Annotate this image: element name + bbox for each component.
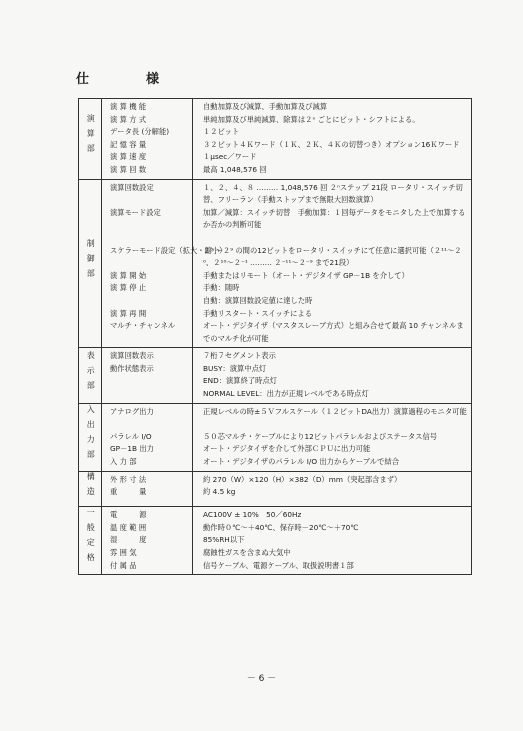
spec-item-label: 動作状態表示 <box>110 363 154 373</box>
spec-item-value: 正規レベルの時±５Ｖフルスケール（１２ビットDA出力）演算過程のモニタ可能 <box>203 406 467 416</box>
section-category-label: 一般定格 <box>86 508 96 569</box>
section-items <box>102 348 193 403</box>
spec-item-value: 約 270（W）×120（H）×382（D）mm（突起部含まず） <box>203 474 402 484</box>
section-items <box>102 99 193 180</box>
spec-item-value: 85%RH以下 <box>203 535 245 545</box>
spec-item-label: GP－1B 出力 <box>110 444 154 454</box>
spec-item-label: 雰 囲 気 <box>110 548 137 558</box>
section-category <box>79 471 102 507</box>
spec-item-value: 動作時０℃〜＋40℃、保存時－20℃〜＋70℃ <box>203 522 359 532</box>
spec-item-value: NORMAL LEVEL：出力が正規レベルである時点灯 <box>203 389 369 399</box>
spec-item-label: 演算回数表示 <box>110 351 154 361</box>
spec-item-value: END：演算終了時点灯 <box>203 376 278 386</box>
spec-item-label: 付 属 品 <box>110 560 137 570</box>
section-category <box>79 403 102 471</box>
spec-item-value: オート・デジタイザのパラレル I/O 出力からケーブルで結合 <box>203 457 399 467</box>
spec-item-value: 手動リスタート・スイッチによる <box>203 308 313 318</box>
spec-item-value: ５０芯マルチ・ケーブルにより12ビットパラレルおよびステータス信号 <box>203 431 438 441</box>
section-values <box>193 471 472 507</box>
spec-item-label <box>110 388 192 401</box>
spec-item-label: 演算回数設定 <box>110 182 154 192</box>
section-category-label: 演算部 <box>86 113 96 159</box>
section-category <box>79 99 102 180</box>
spec-item-label: 温 度 範 囲 <box>110 522 147 532</box>
spec-item-label: 入 力 部 <box>110 457 137 467</box>
spec-item-label: 演 算 停 止 <box>110 283 147 293</box>
section-category-label: 制御部 <box>86 238 96 284</box>
section-values <box>193 179 472 348</box>
section-values <box>193 99 472 180</box>
spec-item-label: 演 算 開 始 <box>110 270 147 280</box>
spec-section <box>79 179 472 348</box>
section-values <box>193 507 472 575</box>
spec-item-label: パラレル I/O <box>110 431 152 441</box>
section-category <box>79 507 102 575</box>
section-items <box>102 507 193 575</box>
spec-section <box>79 99 472 180</box>
spec-item-value: １、２、４、８ ……… 1,048,576 回 ２ⁿステップ 21段 ロータリ・スイッチ切替、フリーラン（手動ストップまで無限大回数演算） <box>203 182 463 205</box>
spec-item-label: 演 算 方 式 <box>110 114 147 124</box>
spec-item-value: 腐蝕性ガスを含まぬ大気中 <box>203 548 291 558</box>
spec-item-label: 記 憶 容 量 <box>110 139 147 149</box>
spec-item-value: オート・デジタイザを介して外部ＣＰＵに出力可能 <box>203 444 371 454</box>
spec-item-label: 湿 度 <box>110 535 147 545</box>
spec-item-label: マルチ・チャンネル <box>110 321 176 331</box>
section-category-label: 入出力部 <box>86 404 96 465</box>
spec-item-label: 演 算 回 数 <box>110 164 147 174</box>
spec-item-value: １μsec／ワード <box>203 152 257 162</box>
spec-item-value: 手動またはリモート（オート・デジタイザ GP－1B を介して） <box>203 270 409 280</box>
section-category-label: 表示部 <box>86 350 96 396</box>
section-category <box>79 348 102 403</box>
spec-item-value: 単純加算及び単純減算、除算は２ⁿ ごとにビット・シフトによる。 <box>203 114 420 124</box>
spec-item-value: ３２ビット４Ｋワード（１Ｋ、２Ｋ、４Ｋの切替つき）オプション16Ｋワード <box>203 139 460 149</box>
spec-item-label: 外 形 寸 法 <box>110 474 147 484</box>
spec-item-value: 最高 1,048,576 回 <box>203 164 267 174</box>
spec-item-value: 自動：演算回数設定値に達した時 <box>203 295 313 305</box>
spec-item-label: スケラーモード設定（拡大・縮小） <box>110 245 227 255</box>
spec-section <box>79 403 472 471</box>
spec-item-value: ７桁７セグメント表示 <box>203 351 276 361</box>
spec-item-label: 演 算 機 能 <box>110 102 147 111</box>
spec-item-label: データ長 (分解能) <box>110 127 170 137</box>
spec-section <box>79 348 472 403</box>
section-items <box>102 471 193 507</box>
spec-section <box>79 471 472 507</box>
section-items <box>102 403 193 471</box>
spec-item-value: １２ビット <box>203 127 240 137</box>
spec-item-value: 信号ケーブル、電源ケーブル、取扱説明書１部 <box>203 560 354 570</box>
page-title: 仕 様 <box>76 72 182 87</box>
spec-item-label: 重 量 <box>110 487 147 497</box>
spec-item-value: 手動：随時 <box>203 283 240 293</box>
spec-item-value: 加算／減算：スイッチ切替 手動加算：１回毎データをモニタした上で加算するか否かの判断可能 <box>203 207 466 230</box>
section-values <box>193 348 472 403</box>
spec-item-value: BUSY：演算中点灯 <box>203 363 267 373</box>
spec-item-value: ２⁰ 〜２⁹ の間の12ビットをロータリ・スイッチにて任意に選択可能（２¹¹〜２⁰、２¹⁰〜２⁻¹ ……… ２⁻¹¹〜２⁻⁹ まで21段） <box>203 245 462 268</box>
section-values <box>193 403 472 471</box>
spec-item-value: オート・デジタイザ（マスタスレーブ方式）と組み合せて最高 10 チャンネルまでのマルチ化が可能 <box>203 321 464 343</box>
spec-section <box>79 507 472 575</box>
section-category <box>79 179 102 348</box>
spec-item-label <box>110 375 192 388</box>
spec-item-label: 演算モード設定 <box>110 207 161 217</box>
spec-item-label: 演 算 速 度 <box>110 152 147 162</box>
spec-item-label: アナログ出力 <box>110 406 154 416</box>
spec-item-value: AC100V ± 10% 50／60Hz <box>203 510 302 520</box>
spec-item-label: 演 算 再 開 <box>110 308 147 318</box>
spec-table <box>78 98 472 575</box>
section-category-label: 構造 <box>86 471 96 502</box>
spec-item-label <box>110 295 192 308</box>
spec-item-value: 自動加算及び減算、手動加算及び減算 <box>203 102 328 111</box>
spec-item-value: 約 4.5 kg <box>203 487 236 497</box>
page-number: － 6 － <box>246 674 277 684</box>
spec-item-label: 電 源 <box>110 510 147 520</box>
